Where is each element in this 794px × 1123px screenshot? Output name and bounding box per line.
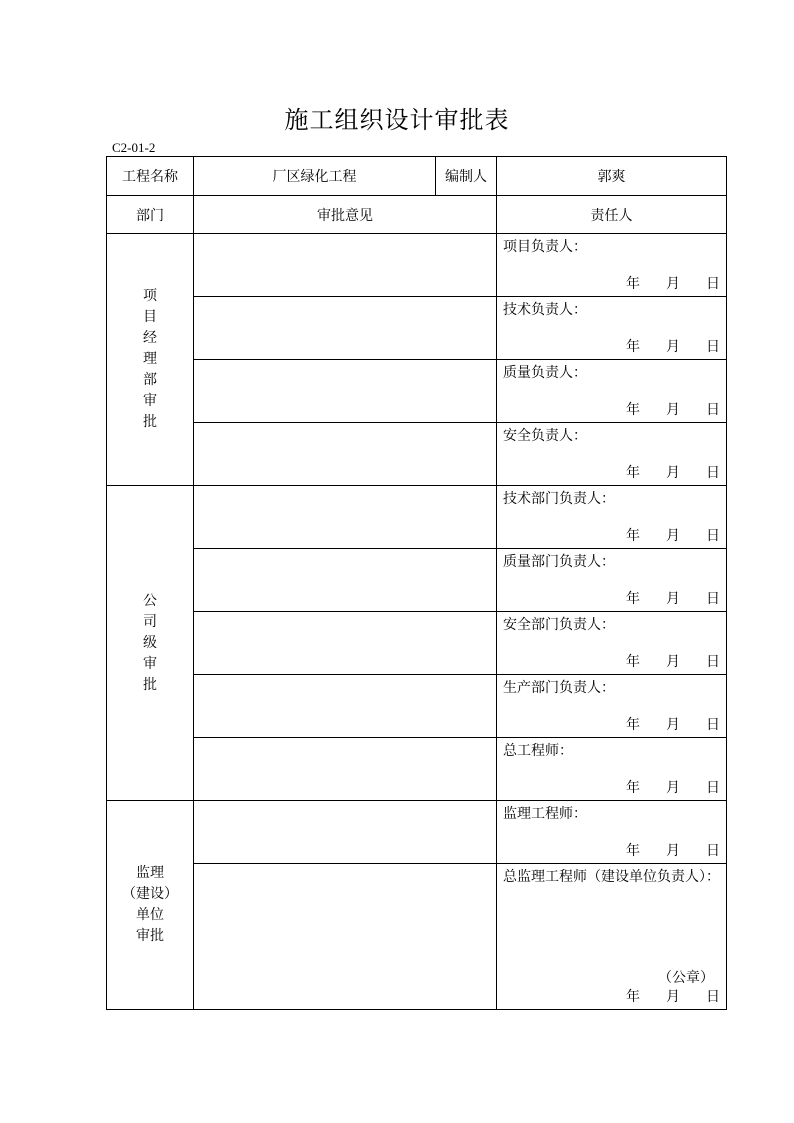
date-line	[626, 525, 720, 545]
date-month: 月	[666, 780, 680, 796]
date-line	[626, 714, 720, 734]
date-line	[626, 986, 720, 1006]
section-label-line: 司	[143, 613, 157, 630]
date-year: 年	[626, 843, 640, 859]
date-year: 年	[626, 276, 640, 292]
date-day: 日	[706, 843, 720, 859]
responsible-label: 监理工程师：	[503, 806, 587, 822]
opinion-cell[interactable]	[194, 549, 497, 612]
form-code: C2-01-2	[112, 140, 156, 155]
date-line	[626, 399, 720, 419]
opinion-cell[interactable]	[194, 801, 497, 864]
date-month: 月	[666, 591, 680, 607]
date-line	[626, 777, 720, 797]
date-month: 月	[666, 843, 680, 859]
author-label: 编制人	[436, 157, 497, 196]
approval-row	[107, 801, 727, 864]
responsible-label: 质量部门负责人：	[503, 554, 615, 570]
approval-row	[107, 360, 727, 423]
author-value: 郭爽	[497, 157, 727, 196]
date-month: 月	[666, 989, 680, 1005]
responsible-label: 项目负责人：	[503, 239, 587, 255]
project-name-value: 厂区绿化工程	[194, 157, 436, 196]
sections-body	[107, 234, 727, 1010]
form-title: 施工组织设计审批表	[284, 106, 510, 134]
responsible-cell	[497, 738, 727, 801]
project-name-label: 工程名称	[107, 157, 194, 196]
dept-header: 部门	[107, 196, 194, 234]
section-label-line: 经	[143, 330, 157, 346]
responsible-label: 安全负责人：	[503, 428, 587, 444]
section-label-line: 公	[143, 592, 157, 609]
approval-row	[107, 234, 727, 297]
section-label-line: 批	[143, 414, 157, 430]
date-line	[626, 588, 720, 608]
opinion-cell[interactable]	[194, 234, 497, 297]
responsible-label: 总监理工程师（建设单位负责人）：	[503, 869, 720, 885]
date-year: 年	[626, 654, 640, 670]
opinion-cell[interactable]	[194, 864, 497, 1010]
date-year: 年	[626, 989, 640, 1005]
section-label	[107, 486, 194, 801]
section-label-line: 理	[143, 351, 157, 367]
date-day: 日	[706, 654, 720, 670]
date-day: 日	[706, 465, 720, 481]
approval-row	[107, 423, 727, 486]
seal-label: （公章）	[658, 970, 714, 986]
responsible-cell	[497, 360, 727, 423]
responsible-label: 技术负责人：	[503, 302, 587, 318]
approval-table	[106, 156, 727, 1010]
date-month: 月	[666, 402, 680, 418]
opinion-cell[interactable]	[194, 675, 497, 738]
responsible-cell	[497, 234, 727, 297]
section-label-line: 项	[143, 288, 157, 304]
approval-row	[107, 675, 727, 738]
resp-header: 责任人	[497, 196, 727, 234]
date-day: 日	[706, 528, 720, 544]
section-label	[107, 234, 194, 486]
responsible-cell	[497, 864, 727, 1010]
opinion-cell[interactable]	[194, 297, 497, 360]
section-label-line: 审	[143, 655, 157, 672]
date-month: 月	[666, 654, 680, 670]
responsible-label: 安全部门负责人：	[503, 617, 615, 633]
date-year: 年	[626, 591, 640, 607]
date-day: 日	[706, 591, 720, 607]
section-label-line: 监理	[136, 865, 164, 881]
date-line	[626, 840, 720, 860]
opinion-cell[interactable]	[194, 486, 497, 549]
responsible-cell	[497, 297, 727, 360]
date-year: 年	[626, 339, 640, 355]
date-year: 年	[626, 528, 640, 544]
responsible-cell	[497, 549, 727, 612]
section-label-line: 审	[143, 393, 157, 409]
date-day: 日	[706, 780, 720, 796]
section-label-line: 部	[143, 372, 157, 388]
date-day: 日	[706, 276, 720, 292]
responsible-label: 生产部门负责人：	[503, 680, 615, 696]
section-label-line: 级	[143, 634, 157, 651]
date-year: 年	[626, 717, 640, 733]
date-month: 月	[666, 276, 680, 292]
date-day: 日	[706, 989, 720, 1005]
responsible-cell	[497, 423, 727, 486]
responsible-label: 质量负责人：	[503, 365, 587, 381]
date-line	[626, 462, 720, 482]
date-line	[626, 336, 720, 356]
section-label-line: 单位	[136, 907, 164, 923]
responsible-cell	[497, 486, 727, 549]
section-label	[107, 801, 194, 1010]
section-label-line: 目	[143, 309, 157, 325]
responsible-label: 技术部门负责人：	[503, 491, 615, 507]
opinion-cell[interactable]	[194, 738, 497, 801]
date-day: 日	[706, 339, 720, 355]
date-month: 月	[666, 339, 680, 355]
date-year: 年	[626, 780, 640, 796]
date-year: 年	[626, 465, 640, 481]
opinion-cell[interactable]	[194, 612, 497, 675]
responsible-cell	[497, 675, 727, 738]
date-line	[626, 273, 720, 293]
responsible-cell	[497, 612, 727, 675]
date-month: 月	[666, 717, 680, 733]
responsible-label: 总工程师：	[503, 743, 573, 759]
approval-row	[107, 549, 727, 612]
opinion-cell[interactable]	[194, 360, 497, 423]
approval-row	[107, 612, 727, 675]
date-year: 年	[626, 402, 640, 418]
date-month: 月	[666, 465, 680, 481]
date-day: 日	[706, 717, 720, 733]
date-day: 日	[706, 402, 720, 418]
opinion-cell[interactable]	[194, 423, 497, 486]
section-label-line: 批	[143, 676, 157, 693]
section-label-line: （建设）	[122, 886, 178, 902]
section-label-line: 审批	[136, 928, 164, 944]
approval-row	[107, 486, 727, 549]
opinion-header: 审批意见	[194, 196, 497, 234]
approval-row	[107, 297, 727, 360]
date-line	[626, 651, 720, 671]
approval-row	[107, 738, 727, 801]
responsible-cell	[497, 801, 727, 864]
approval-row	[107, 864, 727, 1010]
date-month: 月	[666, 528, 680, 544]
